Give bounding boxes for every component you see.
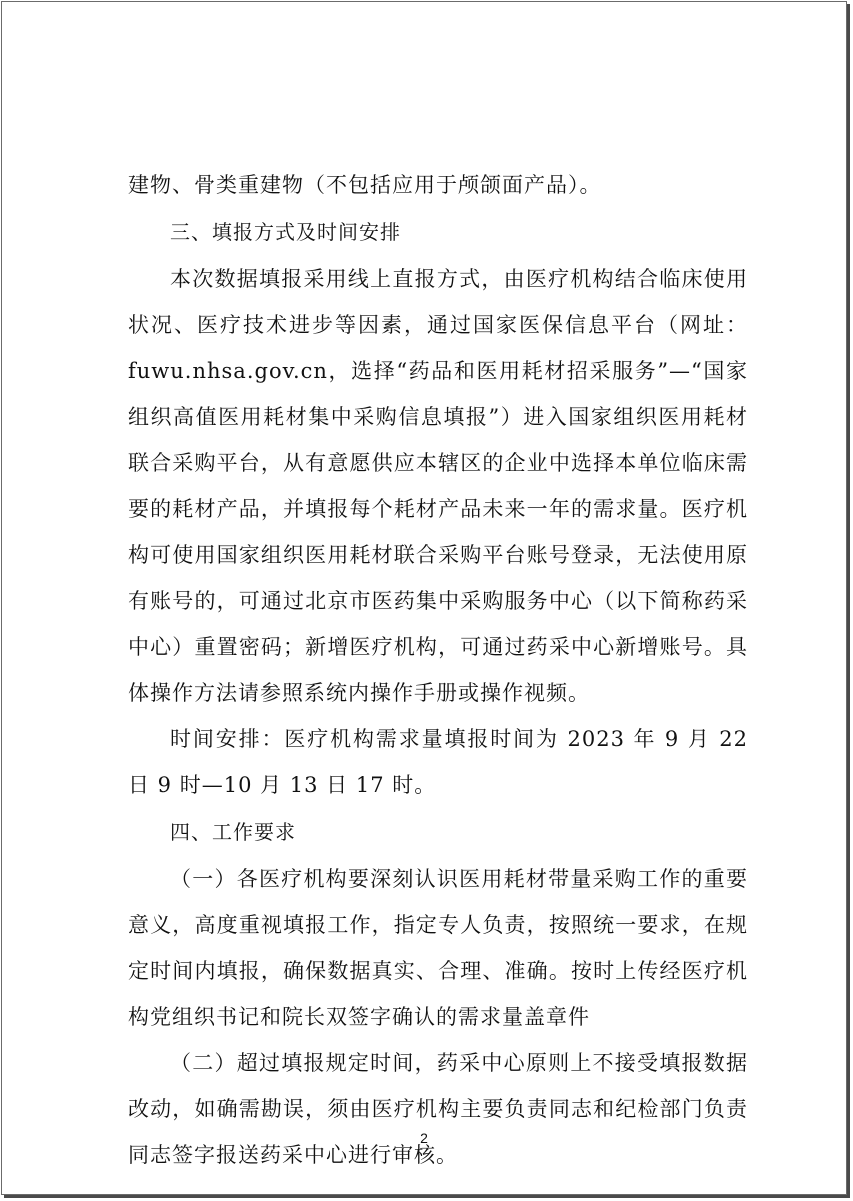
paragraph-requirement-1: （一）各医疗机构要深刻认识医用耗材带量采购工作的重要意义，高度重视填报工作，指定专人负责，按照统一要求，在规定时间内填报，确保数据真实、合理、准确。按时上传经医疗机构党组织书记和院长双签字确认的需求量盖章件 <box>128 867 748 1029</box>
document-body <box>128 162 748 1178</box>
section-heading-4: 四、工作要求 <box>170 820 296 844</box>
paragraph-reporting-method: 本次数据填报采用线上直报方式，由医疗机构结合临床使用状况、医疗技术进步等因素，通过国家医保信息平台（网址：fuwu.nhsa.gov.cn，选择“药品和医用耗材招采服务”—“国家组织高值医用耗材集中采购信息填报”）进入国家组织医用耗材联合采购平台，从有意愿供应本辖区的企业中选择本单位临床需要的耗材产品，并填报每个耗材产品未来一年的需求量。医疗机构可使用国家组织医用耗材联合采购平台账号登录，无法使用原有账号的，可通过北京市医药集中采购服务中心（以下简称药采中心）重置密码；新增医疗机构，可通过药采中心新增账号。具体操作方法请参照系统内操作手册或操作视频。 <box>128 267 748 705</box>
paragraph-requirement-2: （二）超过填报规定时间，药采中心原则上不接受填报数据改动，如确需勘误，须由医疗机构主要负责同志和纪检部门负责同志签字报送药采中心进行审核。 <box>128 1051 748 1167</box>
paragraph-time-schedule: 时间安排：医疗机构需求量填报时间为 2023 年 9 月 22 日 9 时—10 月 13 日 17 时。 <box>128 727 748 797</box>
page-number: 2 <box>420 1130 428 1146</box>
section-heading-3: 三、填报方式及时间安排 <box>170 220 401 244</box>
document-page <box>1 1 847 1195</box>
paragraph-continuation: 建物、骨类重建物（不包括应用于颅颌面产品）。 <box>128 173 602 197</box>
